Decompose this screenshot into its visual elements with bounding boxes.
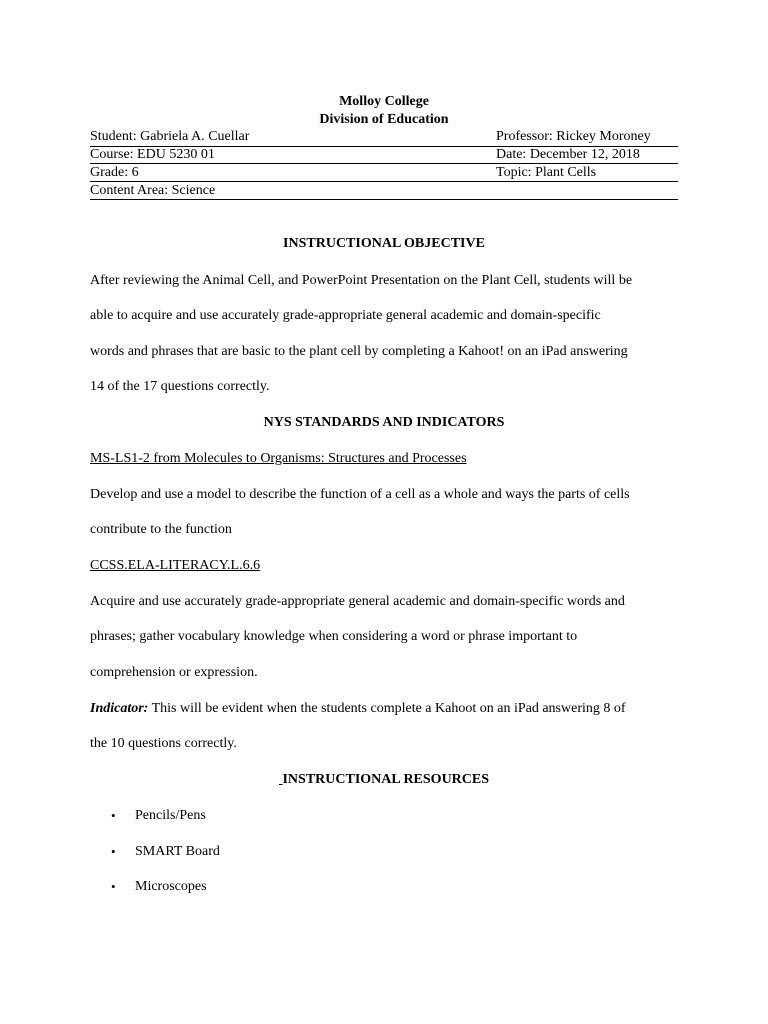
student-field: Student: Gabriela A. Cuellar	[90, 129, 250, 144]
grade-field: Grade: 6	[90, 165, 139, 180]
objective-line: 14 of the 17 questions correctly.	[90, 379, 270, 394]
objective-heading: INSTRUCTIONAL OBJECTIVE	[283, 236, 485, 251]
bullet-icon: •	[111, 808, 116, 823]
resources-heading-text: INSTRUCTIONAL RESOURCES	[282, 772, 490, 787]
objective-line: words and phrases that are basic to the plant cell by completing a Kahoot! on an iPad answering	[90, 344, 628, 359]
resource-item: SMART Board	[135, 844, 220, 859]
standard-1-line: Develop and use a model to describe the function of a cell as a whole and ways the parts of cells	[90, 487, 630, 502]
standard-1-title: MS-LS1-2 from Molecules to Organisms: Structures and Processes	[90, 451, 467, 466]
standard-1-line: contribute to the function	[90, 522, 232, 537]
date-field: Date: December 12, 2018	[496, 147, 640, 162]
standards-heading: NYS STANDARDS AND INDICATORS	[263, 415, 505, 430]
header-rule-4	[90, 199, 678, 200]
standard-2-title: CCSS.ELA-LITERACY.L.6.6	[90, 558, 261, 573]
institution-name: Molloy College	[339, 94, 429, 109]
resource-item: Microscopes	[135, 879, 207, 894]
standard-2-line: phrases; gather vocabulary knowledge when considering a word or phrase important to	[90, 629, 578, 644]
standard-2-line: Acquire and use accurately grade-appropriate general academic and domain-specific words and	[90, 594, 625, 609]
indicator-line-2: the 10 questions correctly.	[90, 736, 237, 751]
bullet-icon: •	[111, 844, 116, 859]
indicator-line	[90, 700, 626, 718]
objective-line: able to acquire and use accurately grade-appropriate general academic and domain-specific	[90, 308, 601, 323]
course-field: Course: EDU 5230 01	[90, 147, 215, 162]
content-area-field: Content Area: Science	[90, 183, 216, 198]
resources-heading	[0, 771, 768, 789]
indicator-label: Indicator:	[90, 701, 149, 716]
professor-field: Professor: Rickey Moroney	[496, 129, 651, 144]
bullet-icon: •	[111, 879, 116, 894]
resource-item: Pencils/Pens	[135, 808, 206, 823]
topic-field: Topic: Plant Cells	[496, 165, 597, 180]
division-name: Division of Education	[319, 112, 449, 127]
objective-line: After reviewing the Animal Cell, and PowerPoint Presentation on the Plant Cell, students will be	[90, 273, 633, 288]
indicator-text: This will be evident when the students complete a Kahoot on an iPad answering 8 of	[148, 701, 626, 716]
standard-2-line: comprehension or expression.	[90, 665, 258, 680]
